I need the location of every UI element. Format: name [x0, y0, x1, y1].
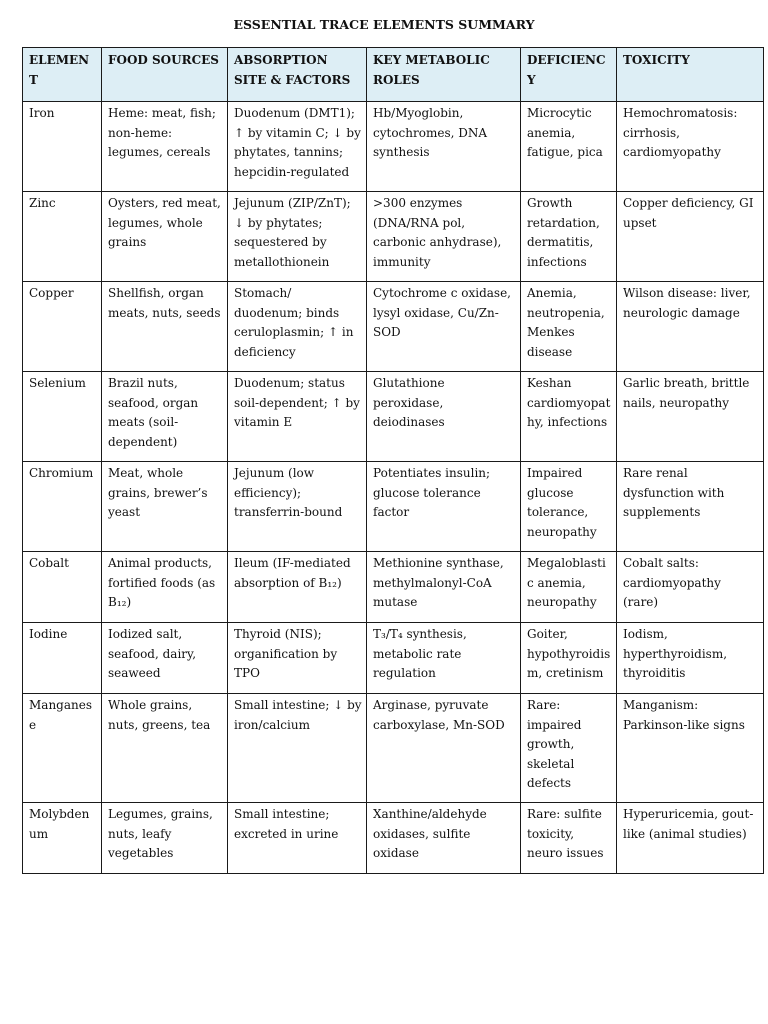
header-element: ELEMENT	[23, 48, 102, 102]
cell-roles: Methionine synthase, methylmalonyl-CoA mutase	[367, 552, 521, 623]
cell-absorption: Ileum (IF-mediated absorption of B₁₂)	[228, 552, 367, 623]
table-row	[23, 552, 764, 623]
cell-element: Iron	[23, 102, 102, 192]
cell-deficiency: Anemia, neutropenia, Menkes disease	[521, 282, 617, 372]
table-row	[23, 282, 764, 372]
cell-food-sources: Iodized salt, seafood, dairy, seaweed	[102, 623, 228, 694]
cell-toxicity: Hemochromatosis: cirrhosis, cardiomyopathy	[617, 102, 764, 192]
cell-roles: Xanthine/aldehyde oxidases, sulfite oxidase	[367, 803, 521, 874]
cell-element: Chromium	[23, 462, 102, 552]
cell-food-sources: Meat, whole grains, brewer’s yeast	[102, 462, 228, 552]
cell-food-sources: Animal products, fortified foods (as B₁₂)	[102, 552, 228, 623]
cell-element: Molybdenum	[23, 803, 102, 874]
cell-food-sources: Legumes, grains, nuts, leafy vegetables	[102, 803, 228, 874]
cell-toxicity: Wilson disease: liver, neurologic damage	[617, 282, 764, 372]
cell-toxicity: Hyperuricemia, gout-like (animal studies)	[617, 803, 764, 874]
header-food-sources: FOOD SOURCES	[102, 48, 228, 102]
cell-toxicity: Iodism, hyperthyroidism, thyroiditis	[617, 623, 764, 694]
cell-food-sources: Oysters, red meat, legumes, whole grains	[102, 192, 228, 282]
cell-element: Zinc	[23, 192, 102, 282]
cell-food-sources: Brazil nuts, seafood, organ meats (soil-dependent)	[102, 372, 228, 462]
document-title: ESSENTIAL TRACE ELEMENTS SUMMARY	[233, 17, 535, 32]
cell-absorption: Duodenum (DMT1); ↑ by vitamin C; ↓ by phytates, tannins; hepcidin-regulated	[228, 102, 367, 192]
cell-deficiency: Microcytic anemia, fatigue, pica	[521, 102, 617, 192]
cell-food-sources: Shellfish, organ meats, nuts, seeds	[102, 282, 228, 372]
cell-roles: Arginase, pyruvate carboxylase, Mn-SOD	[367, 694, 521, 803]
cell-deficiency: Rare: sulfite toxicity, neuro issues	[521, 803, 617, 874]
cell-deficiency: Goiter, hypothyroidism, cretinism	[521, 623, 617, 694]
header-row	[23, 48, 764, 102]
cell-element: Copper	[23, 282, 102, 372]
table-row	[23, 623, 764, 694]
cell-food-sources: Heme: meat, fish; non-heme: legumes, cereals	[102, 102, 228, 192]
cell-roles: Glutathione peroxidase, deiodinases	[367, 372, 521, 462]
cell-toxicity: Cobalt salts: cardiomyopathy (rare)	[617, 552, 764, 623]
cell-deficiency: Megaloblastic anemia, neuropathy	[521, 552, 617, 623]
cell-toxicity: Garlic breath, brittle nails, neuropathy	[617, 372, 764, 462]
table-row	[23, 372, 764, 462]
cell-element: Selenium	[23, 372, 102, 462]
cell-roles: T₃/T₄ synthesis, metabolic rate regulation	[367, 623, 521, 694]
cell-element: Cobalt	[23, 552, 102, 623]
header-metabolic-roles: KEY METABOLIC ROLES	[367, 48, 521, 102]
table-row	[23, 694, 764, 803]
cell-absorption: Jejunum (ZIP/ZnT); ↓ by phytates; sequestered by metallothionein	[228, 192, 367, 282]
cell-food-sources: Whole grains, nuts, greens, tea	[102, 694, 228, 803]
cell-toxicity: Rare renal dysfunction with supplements	[617, 462, 764, 552]
table-row	[23, 803, 764, 874]
cell-toxicity: Copper deficiency, GI upset	[617, 192, 764, 282]
cell-element: Iodine	[23, 623, 102, 694]
cell-absorption: Small intestine; excreted in urine	[228, 803, 367, 874]
cell-roles: >300 enzymes (DNA/RNA pol, carbonic anhydrase), immunity	[367, 192, 521, 282]
table-row	[23, 462, 764, 552]
header-deficiency: DEFICIENCY	[521, 48, 617, 102]
cell-absorption: Stomach/ duodenum; binds ceruloplasmin; ↑ in deficiency	[228, 282, 367, 372]
cell-deficiency: Impaired glucose tolerance, neuropathy	[521, 462, 617, 552]
cell-deficiency: Keshan cardiomyopathy, infections	[521, 372, 617, 462]
table-row	[23, 102, 764, 192]
cell-toxicity: Manganism: Parkinson-like signs	[617, 694, 764, 803]
cell-absorption: Thyroid (NIS); organification by TPO	[228, 623, 367, 694]
cell-roles: Cytochrome c oxidase, lysyl oxidase, Cu/Zn-SOD	[367, 282, 521, 372]
table-body	[23, 102, 764, 874]
cell-element: Manganese	[23, 694, 102, 803]
table-header	[23, 48, 764, 102]
trace-elements-table	[22, 47, 764, 874]
cell-roles: Potentiates insulin; glucose tolerance factor	[367, 462, 521, 552]
header-toxicity: TOXICITY	[617, 48, 764, 102]
cell-absorption: Jejunum (low efficiency); transferrin-bound	[228, 462, 367, 552]
cell-roles: Hb/Myoglobin, cytochromes, DNA synthesis	[367, 102, 521, 192]
cell-absorption: Duodenum; status soil-dependent; ↑ by vitamin E	[228, 372, 367, 462]
header-absorption: ABSORPTION SITE & FACTORS	[228, 48, 367, 102]
table-row	[23, 192, 764, 282]
cell-deficiency: Growth retardation, dermatitis, infections	[521, 192, 617, 282]
cell-absorption: Small intestine; ↓ by iron/calcium	[228, 694, 367, 803]
cell-deficiency: Rare: impaired growth, skeletal defects	[521, 694, 617, 803]
